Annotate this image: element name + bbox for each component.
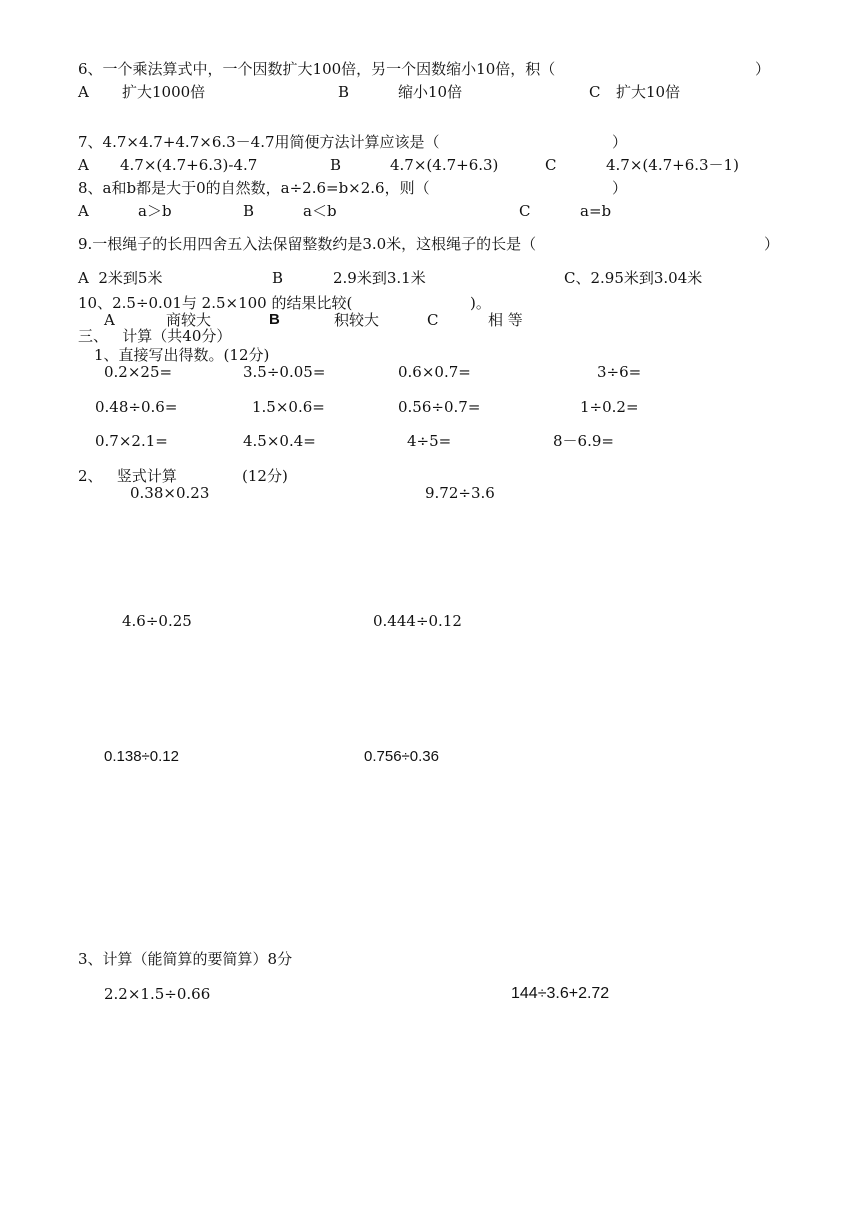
direct-item: 4.5×0.4= bbox=[243, 432, 316, 450]
simplify-problem: 144÷3.6+2.72 bbox=[511, 985, 610, 1002]
q10-option-c: 相 等 bbox=[488, 311, 523, 329]
vertical-problem: 0.756÷0.36 bbox=[364, 748, 439, 765]
q8-option-a-letter: A bbox=[78, 202, 89, 220]
q9-close-paren: ） bbox=[764, 235, 780, 253]
q8-option-a: a＞b bbox=[138, 202, 172, 220]
q8-option-b: a＜b bbox=[303, 202, 337, 220]
vertical-problem: 4.6÷0.25 bbox=[122, 612, 192, 630]
direct-item: 1.5×0.6= bbox=[252, 398, 325, 416]
q6-option-b: 缩小10倍 bbox=[398, 83, 463, 101]
q9-stem: 9.一根绳子的长用四舍五入法保留整数约是3.0米，这根绳子的长是（ bbox=[78, 235, 537, 253]
direct-item: 3÷6= bbox=[597, 363, 642, 381]
q9-option-b: 2.9米到3.1米 bbox=[333, 269, 426, 287]
direct-item: 0.7×2.1= bbox=[95, 432, 168, 450]
direct-item: 0.6×0.7= bbox=[398, 363, 471, 381]
vertical-problem: 9.72÷3.6 bbox=[425, 484, 495, 502]
q7-option-b-letter: B bbox=[330, 156, 342, 174]
q6-option-c-letter: C bbox=[589, 83, 601, 101]
simplify-problem: 2.2×1.5÷0.66 bbox=[104, 985, 211, 1003]
q7-option-a: 4.7×(4.7+6.3)-4.7 bbox=[120, 156, 258, 174]
direct-item: 4÷5= bbox=[407, 432, 452, 450]
q8-stem: 8、a和b都是大于0的自然数，a÷2.6=b×2.6，则（ bbox=[78, 179, 430, 197]
q8-option-b-letter: B bbox=[243, 202, 255, 220]
q10-option-a-letter: A bbox=[104, 311, 115, 329]
q6-close-paren: ） bbox=[755, 60, 771, 78]
q10-option-a: 商较大 bbox=[166, 311, 212, 329]
q7-option-c: 4.7×(4.7+6.3－1) bbox=[606, 156, 739, 174]
q7-close-paren: ） bbox=[612, 133, 628, 151]
direct-item: 0.48÷0.6= bbox=[95, 398, 178, 416]
direct-item: 0.56÷0.7= bbox=[398, 398, 481, 416]
part-2-title: 2、 竖式计算 bbox=[78, 467, 177, 485]
q10-option-b: 积较大 bbox=[334, 311, 380, 329]
q10-close-paren: )。 bbox=[470, 294, 491, 312]
q6-option-a: 扩大1000倍 bbox=[122, 83, 206, 101]
direct-item: 8－6.9= bbox=[553, 432, 614, 450]
q8-close-paren: ） bbox=[612, 179, 628, 197]
q9-option-b-letter: B bbox=[272, 269, 284, 287]
q10-option-c-letter: C bbox=[427, 311, 439, 329]
direct-item: 0.2×25= bbox=[104, 363, 173, 381]
section-3-title: 三、 计算（共40分） bbox=[78, 327, 232, 345]
q6-stem: 6、一个乘法算式中，一个因数扩大100倍，另一个因数缩小10倍，积（ bbox=[78, 60, 556, 78]
q7-option-b: 4.7×(4.7+6.3) bbox=[390, 156, 499, 174]
q8-option-c-letter: C bbox=[519, 202, 531, 220]
q6-option-a-letter: A bbox=[78, 83, 89, 101]
q6-option-b-letter: B bbox=[338, 83, 350, 101]
direct-item: 1÷0.2= bbox=[580, 398, 639, 416]
vertical-problem: 0.444÷0.12 bbox=[373, 612, 462, 630]
vertical-problem: 0.138÷0.12 bbox=[104, 748, 179, 765]
q7-option-a-letter: A bbox=[78, 156, 89, 174]
q7-stem: 7、4.7×4.7+4.7×6.3－4.7用简便方法计算应该是（ bbox=[78, 133, 440, 151]
q6-option-c: 扩大10倍 bbox=[616, 83, 681, 101]
q9-option-a: A 2米到5米 bbox=[78, 269, 163, 287]
q9-option-c: C、2.95米到3.04米 bbox=[564, 269, 703, 287]
q7-option-c-letter: C bbox=[545, 156, 557, 174]
vertical-problem: 0.38×0.23 bbox=[130, 484, 210, 502]
part-3-title: 3、计算（能简算的要简算）8分 bbox=[78, 950, 293, 968]
part-2-score: (12分) bbox=[242, 467, 288, 485]
part-1-title: 1、直接写出得数。(12分) bbox=[94, 346, 270, 364]
direct-item: 3.5÷0.05= bbox=[243, 363, 326, 381]
q10-stem: 10、2.5÷0.01与 2.5×100 的结果比较( bbox=[78, 294, 353, 312]
q10-option-b-letter: B bbox=[269, 311, 280, 328]
q8-option-c: a=b bbox=[580, 202, 612, 220]
